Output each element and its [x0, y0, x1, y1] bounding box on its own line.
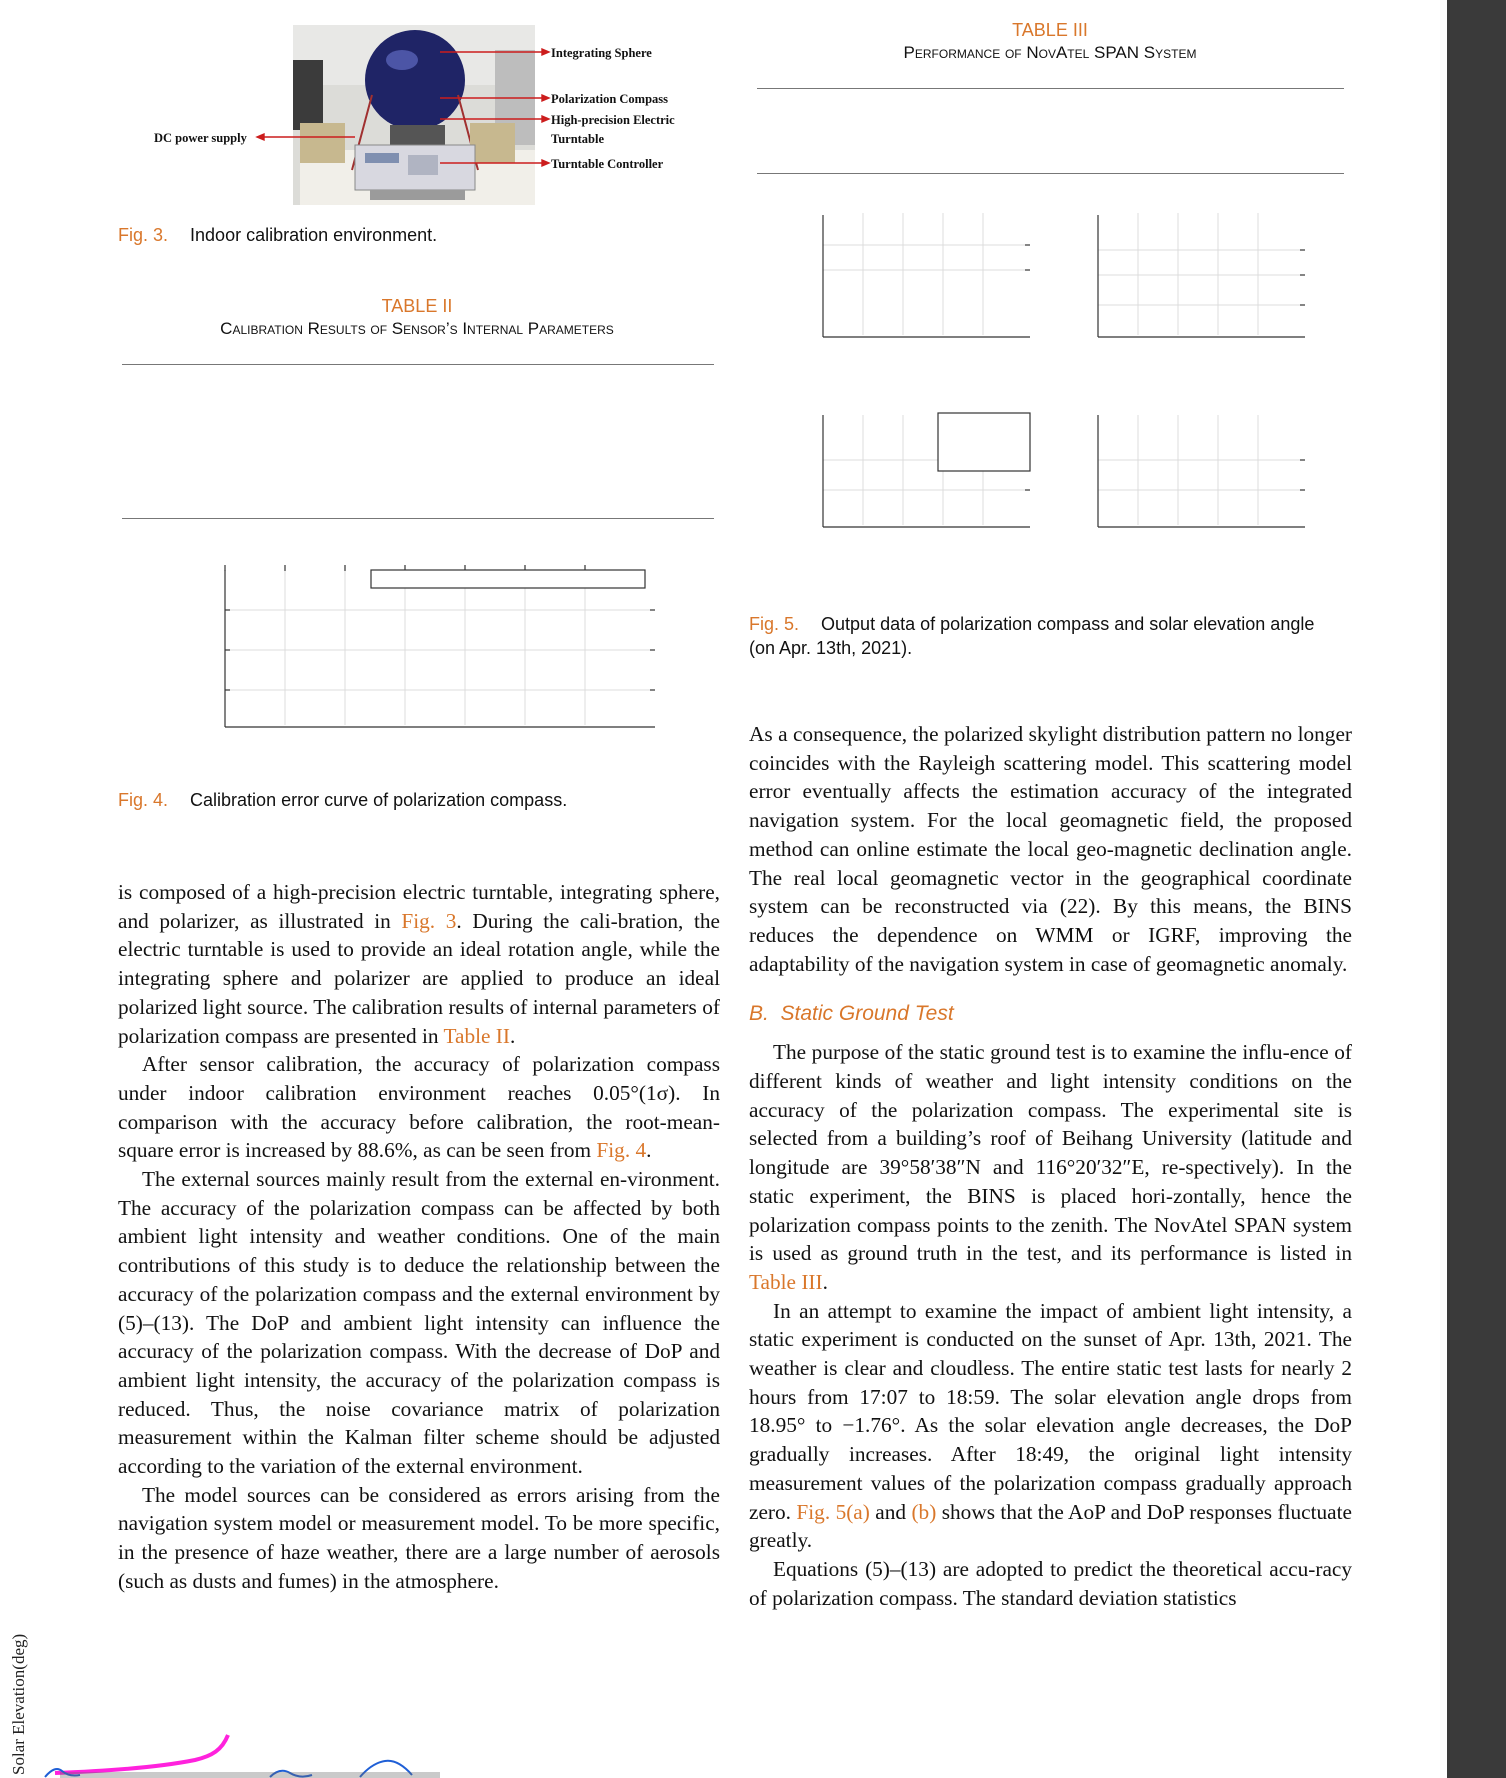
right-p3-part-mid: and	[869, 1499, 912, 1524]
fig3-caption-label: Fig. 3.	[118, 225, 169, 245]
ref-table2-link[interactable]: Table II	[443, 1023, 510, 1048]
fig5-caption-label: Fig. 5.	[749, 614, 800, 634]
table2-title	[122, 296, 712, 339]
fig3-caption-text: Indoor calibration environment.	[190, 225, 438, 245]
left-paragraph-3: The external sources mainly result from the external en-vironment. The accuracy of the polarization compass can be affected by both ambient light intensity and weather conditions. One of the main contributions of this study is to deduce the relationship between the accuracy of the polarization compass and the external environment by (5)–(13). The DoP and ambient light intensity can influence the accuracy of the polarization compass. With the decrease of DoP and ambient light intensity, the accuracy of the polarization compass is reduced. Thus, the noise covariance matrix of polarization measurement within the Kalman filter scheme should be adjusted according to the variation of the external environment.	[118, 1167, 720, 1479]
fig5-subplot-d	[1098, 415, 1305, 527]
table3-title	[755, 20, 1345, 63]
overlay-magenta-curve	[55, 1735, 228, 1773]
fig3-label-controller: Turntable Controller	[551, 157, 664, 171]
ref-fig4-link[interactable]: Fig. 4	[596, 1138, 647, 1163]
fig3-label-turntable-2: Turntable	[551, 132, 605, 146]
left-p1-part-c: .	[509, 1023, 516, 1048]
right-paragraph-2	[749, 1038, 1352, 1296]
left-p1-part-a: is composed of a high-precision electric turntable, integrating sphere, and polarizer, as illustrated in	[118, 880, 720, 933]
table2-bottom-rule	[122, 518, 714, 519]
fig5-subplot-c-legend	[938, 413, 1030, 471]
fig4-legend-box	[371, 570, 645, 588]
fig4-caption-label: Fig. 4.	[118, 790, 169, 810]
right-p3-part-b: shows that the AoP and DoP responses fluctuate greatly.	[749, 1499, 1352, 1553]
right-paragraph-1: As a consequence, the polarized skylight distribution pattern no longer coincides with the Rayleigh scattering model. This scattering model error eventually affects the estimation accuracy of the integrated navigation system. For the local geomagnetic field, the proposed method can online estimate the local geo-magnetic declination angle. The real local geomagnetic vector in the geographical coordinate system can be reconstructed via (22). By this means, the BINS reduces the dependence on WMM or IGRF, improving the adaptability of the navigation system in case of geomagnetic anomaly.	[749, 722, 1352, 976]
ref-fig5a-link[interactable]: Fig. 5(a)	[796, 1499, 870, 1524]
fig5-caption-text: Output data of polarization compass and solar elevation angle	[821, 614, 1315, 634]
table3-top-rule	[757, 88, 1344, 89]
fig5-subplot-b	[1098, 213, 1305, 337]
fig3-caption	[118, 225, 437, 246]
left-p2-part-a: After sensor calibration, the accuracy of polarization compass under indoor calibration environment reaches 0.05°(1σ). In comparison with the accuracy before calibration, the root-mean-square error is increased by 88.6%, as can be seen from	[118, 1052, 720, 1163]
table2-top-rule	[122, 364, 714, 365]
section-heading-static-ground-test: B. Static Ground Test	[749, 1002, 954, 1026]
table2-number: TABLE II	[381, 296, 453, 316]
fig3-figure	[140, 20, 700, 220]
right-p3-part-a: In an attempt to examine the impact of ambient light intensity, a static experiment is conducted on the sunset of Apr. 13th, 2021. The weather is clear and cloudless. The entire static test lasts for nearly 2 hours from 17:07 to 18:59. The solar elevation angle drops from 18.95° to −1.76°. As the solar elevation angle decreases, the DoP gradually increases. After 18:49, the original light intensity measurement values of the polarization compass gradually approach zero.	[749, 1298, 1352, 1524]
table2-name: Calibration Results of Sensor’s Internal Parameters	[220, 319, 614, 338]
fig4-caption-text: Calibration error curve of polarization compass.	[190, 790, 568, 810]
left-paragraph-4: The model sources can be considered as errors arising from the navigation system model or measurement model. To be more specific, in the presence of haze weather, there are a large number of aerosols (such as dusts and fumes) in the atmosphere.	[118, 1482, 720, 1593]
left-paragraph-1	[118, 878, 720, 1050]
left-p2-part-b: .	[646, 1138, 652, 1163]
overlay-axis-label: Solar Elevation(deg)	[9, 1633, 28, 1775]
table3-bottom-rule	[757, 173, 1344, 174]
right-p2-part-b: .	[822, 1269, 828, 1294]
fig3-label-turntable: High-precision Electric	[551, 113, 675, 127]
fig4-chart	[210, 555, 670, 730]
right-paragraph-4: Equations (5)–(13) are adopted to predict the theoretical accu-racy of polarization compass. The standard deviation statistics	[749, 1556, 1352, 1610]
fig5-caption-text-2: (on Apr. 13th, 2021).	[749, 638, 913, 658]
left-paragraph-2	[118, 1050, 720, 1165]
fig3-label-sphere: Integrating Sphere	[551, 46, 652, 60]
ref-fig5b-link[interactable]: (b)	[911, 1499, 937, 1524]
fig5-subplot-c	[823, 413, 1030, 527]
fig4-caption	[118, 790, 567, 811]
ref-table3-link[interactable]: Table III	[749, 1269, 823, 1294]
fig5-subplots	[815, 205, 1315, 535]
left-column-text	[118, 878, 720, 1596]
table3-number: TABLE III	[1012, 20, 1088, 40]
overlay-plot-fragment	[0, 1625, 500, 1778]
fig5-caption	[749, 612, 1349, 660]
table3-name: Performance of NovAtel SPAN System	[903, 43, 1197, 62]
left-p1-part-b: . During the cali-bration, the electric turntable is used to provide an ideal rotation angle, while the integrating sphere and polarizer are applied to produce an ideal polarized light source. The calibration results of internal parameters of polarization compass are presented in	[118, 908, 720, 1048]
ref-fig3-link[interactable]: Fig. 3	[401, 908, 457, 933]
right-p2-part-a: The purpose of the static ground test is to examine the influ-ence of different kinds of weather and light intensity conditions on the accuracy of the polarization compass. The experimental site is selected from a building’s roof of Beihang University (latitude and longitude are 39°58′38″N and 116°20′32″E, re-spectively). In the static experiment, the BINS is placed hori-zontally, hence the polarization compass points to the zenith. The NovAtel SPAN system is used as ground truth in the test, and its performance is listed in	[749, 1040, 1352, 1266]
right-paragraph-3	[749, 1297, 1352, 1555]
fig3-label-compass: Polarization Compass	[551, 92, 669, 106]
fig5-subplot-a	[823, 213, 1030, 337]
right-column-text	[749, 720, 1352, 1612]
fig3-label-dc-power: DC power supply	[154, 131, 247, 145]
